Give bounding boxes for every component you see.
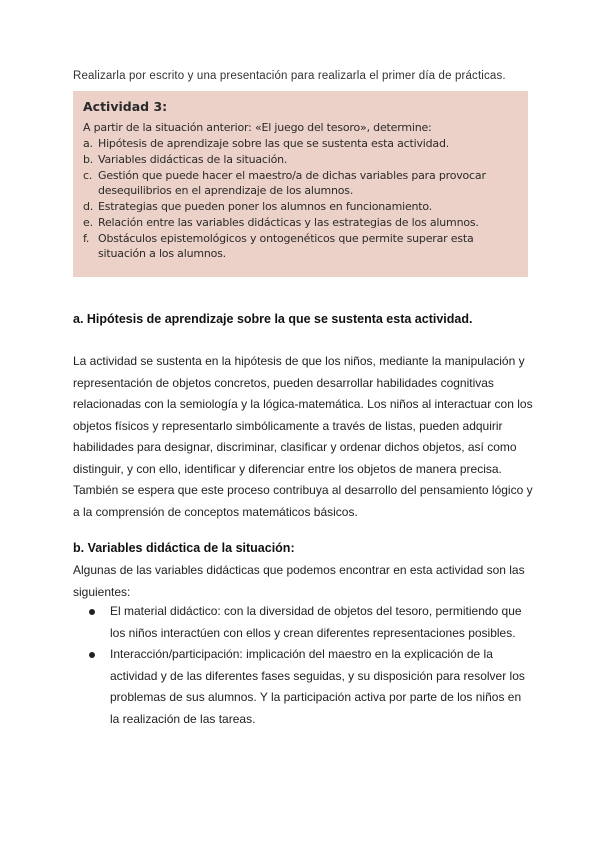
activity-item-a <box>83 136 520 151</box>
list-item-text: El material didáctico: con la diversidad de objetos del tesoro, permitiendo que los niños interactúen con ellos y crean diferentes representaciones posibles. <box>110 604 522 640</box>
section-a-body: La actividad se sustenta en la hipótesis de que los niños, mediante la manipulación y representación de objetos concretos, pueden desarrollar habilidades cognitivas relacionadas con la semiología y la lógica-matemática. Los niños al interactuar con los objetos físicos y representarlo simbólicamente a través de listas, pueden adquirir habilidades para designar, discriminar, clasificar y ordenar dichos objetos, así como distinguir, y con ello, identificar y diferenciar entre los objetos de manera precisa. También se espera que este proceso contribuya al desarrollo del pensamiento lógico y a la comprensión de conceptos matemáticos básicos. <box>73 354 533 519</box>
activity-item-text: Variables didácticas de la situación. <box>98 153 288 166</box>
activity-item-text: Obstáculos epistemológicos y ontogenéticos que permite superar esta situación a los alumnos. <box>98 232 474 260</box>
activity-title: Actividad 3: <box>83 99 168 114</box>
activity-item-label: a. <box>83 137 93 150</box>
activity-box <box>73 91 528 277</box>
section-b-body: Algunas de las variables didácticas que podemos encontrar en esta actividad son las siguientes: <box>73 563 525 599</box>
list-item <box>88 644 533 730</box>
activity-item-c <box>83 168 520 198</box>
intro-text: Realizarla por escrito y una presentación para realizarla el primer día de prácticas. <box>73 70 506 82</box>
activity-lead: A partir de la situación anterior: «El juego del tesoro», determine: <box>83 121 432 134</box>
list-item-text: Interacción/participación: implicación del maestro en la explicación de la actividad y de las diferentes fases seguidas, y su disposición para resolver los problemas de sus alumnos. Y la participación activa por parte de los niños en la realización de las tareas. <box>110 647 525 726</box>
activity-item-b <box>83 152 520 167</box>
activity-item-label: b. <box>83 153 94 166</box>
list-item <box>88 601 533 644</box>
bullet-icon <box>89 609 95 615</box>
section-a-heading: a. Hipótesis de aprendizaje sobre la que se sustenta esta actividad. <box>73 312 473 326</box>
activity-item-text: Gestión que puede hacer el maestro/a de dichas variables para provocar desequilibrios en el aprendizaje de los alumnos. <box>98 169 486 197</box>
activity-item-d <box>83 199 520 214</box>
activity-item-text: Relación entre las variables didácticas y las estrategias de los alumnos. <box>98 216 479 229</box>
activity-item-label: d. <box>83 200 94 213</box>
activity-item-e <box>83 215 520 230</box>
variables-list <box>88 601 533 730</box>
activity-item-text: Estrategias que pueden poner los alumnos en funcionamiento. <box>98 200 433 213</box>
bullet-icon <box>89 652 95 658</box>
activity-item-text: Hipótesis de aprendizaje sobre las que se sustenta esta actividad. <box>98 137 450 150</box>
activity-item-f <box>83 231 520 261</box>
activity-item-label: c. <box>83 169 93 182</box>
activity-list <box>83 136 520 261</box>
activity-item-label: f. <box>83 232 90 245</box>
section-b-heading: b. Variables didáctica de la situación: <box>73 541 295 555</box>
activity-item-label: e. <box>83 216 93 229</box>
